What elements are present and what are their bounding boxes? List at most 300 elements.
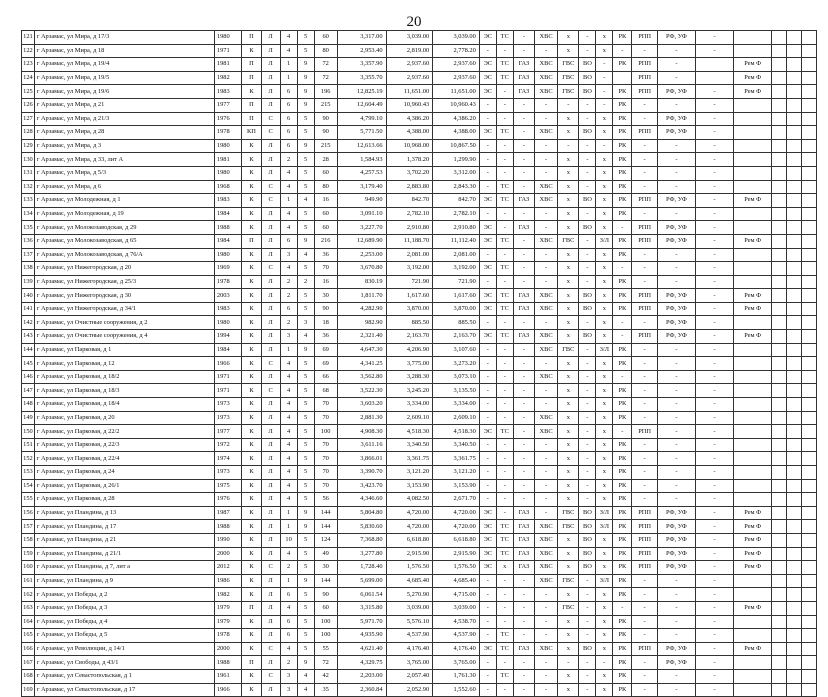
table-cell: С bbox=[261, 262, 280, 276]
table-cell: 2,081.00 bbox=[433, 248, 480, 262]
table-cell: х bbox=[596, 561, 613, 575]
table-cell: - bbox=[496, 683, 513, 697]
table-cell: х bbox=[558, 683, 579, 697]
table-cell: РПП bbox=[632, 31, 657, 45]
table-cell: РК bbox=[613, 153, 632, 167]
table-cell: 2,881.30 bbox=[337, 411, 386, 425]
table-cell: Л bbox=[261, 71, 280, 85]
table-cell bbox=[734, 493, 772, 507]
table-cell: 3,121.20 bbox=[386, 466, 433, 480]
table-cell: - bbox=[496, 139, 513, 153]
table-cell: ГАЗ bbox=[513, 58, 534, 72]
table-cell: 11,651.00 bbox=[433, 85, 480, 99]
table-cell: 1984 bbox=[214, 207, 242, 221]
table-cell: - bbox=[513, 262, 534, 276]
table-cell: - bbox=[496, 316, 513, 330]
table-cell: 4 bbox=[280, 44, 297, 58]
table-cell: - bbox=[632, 629, 657, 643]
table-cell: г Арзамас, ул Молокозаводская, д 76/А bbox=[34, 248, 214, 262]
table-cell: Л bbox=[261, 166, 280, 180]
table-cell bbox=[787, 180, 802, 194]
table-cell: - bbox=[534, 669, 557, 683]
table-cell: 144 bbox=[314, 506, 337, 520]
table-cell: - bbox=[579, 683, 596, 697]
table-cell: З/Л bbox=[596, 234, 613, 248]
table-row bbox=[22, 275, 817, 289]
table-cell: 2,883.80 bbox=[386, 180, 433, 194]
table-cell: г Арзамас, ул Пландина, д 13 bbox=[34, 506, 214, 520]
table-row bbox=[22, 601, 817, 615]
table-cell: 6 bbox=[280, 234, 297, 248]
table-cell bbox=[772, 588, 787, 602]
table-cell: 5 bbox=[297, 479, 314, 493]
table-cell: 4 bbox=[297, 330, 314, 344]
table-cell: х bbox=[596, 126, 613, 140]
table-cell: 28 bbox=[314, 153, 337, 167]
table-cell: 4 bbox=[297, 683, 314, 697]
table-cell: - bbox=[579, 207, 596, 221]
table-cell: 1971 bbox=[214, 384, 242, 398]
table-cell: 72 bbox=[314, 71, 337, 85]
table-cell: ГАЗ bbox=[513, 302, 534, 316]
table-cell: 721.90 bbox=[386, 275, 433, 289]
table-cell: х bbox=[596, 153, 613, 167]
table-row bbox=[22, 411, 817, 425]
table-cell bbox=[787, 588, 802, 602]
table-row bbox=[22, 153, 817, 167]
table-cell: 2 bbox=[280, 561, 297, 575]
table-cell: 2 bbox=[280, 153, 297, 167]
table-cell: - bbox=[657, 248, 695, 262]
table-cell: - bbox=[496, 452, 513, 466]
table-cell: Рем Ф bbox=[734, 601, 772, 615]
table-cell bbox=[787, 234, 802, 248]
table-cell: 2,360.84 bbox=[337, 683, 386, 697]
table-cell: 1961 bbox=[214, 669, 242, 683]
table-cell: К bbox=[242, 289, 261, 303]
table-cell: - bbox=[579, 180, 596, 194]
table-cell: РФ, УФ bbox=[657, 194, 695, 208]
table-cell: - bbox=[613, 44, 632, 58]
table-cell: РК bbox=[613, 588, 632, 602]
table-cell: - bbox=[696, 629, 734, 643]
table-cell bbox=[772, 506, 787, 520]
table-cell: 3,135.50 bbox=[433, 384, 480, 398]
table-cell: - bbox=[632, 683, 657, 697]
table-cell bbox=[772, 520, 787, 534]
table-cell bbox=[787, 31, 802, 45]
table-row bbox=[22, 248, 817, 262]
table-cell: - bbox=[696, 438, 734, 452]
table-cell: 4,176.40 bbox=[386, 642, 433, 656]
table-cell: 166 bbox=[22, 642, 35, 656]
table-cell: 70 bbox=[314, 452, 337, 466]
table-cell: - bbox=[496, 438, 513, 452]
table-cell: 4 bbox=[280, 601, 297, 615]
table-cell: 2,778.20 bbox=[433, 44, 480, 58]
table-cell: х bbox=[558, 153, 579, 167]
table-cell: С bbox=[261, 180, 280, 194]
table-cell: - bbox=[534, 683, 557, 697]
table-cell: 4 bbox=[280, 221, 297, 235]
table-cell: К bbox=[242, 506, 261, 520]
table-cell: г Арзамас, ул Победы, д 2 bbox=[34, 588, 214, 602]
table-cell: РК bbox=[613, 533, 632, 547]
table-cell: 123 bbox=[22, 58, 35, 72]
table-cell: 4 bbox=[280, 31, 297, 45]
table-cell: - bbox=[513, 343, 534, 357]
table-cell: - bbox=[513, 98, 534, 112]
table-row bbox=[22, 357, 817, 371]
table-cell: ВО bbox=[579, 506, 596, 520]
table-cell: ЭС bbox=[479, 221, 496, 235]
table-cell: - bbox=[579, 574, 596, 588]
table-cell: х bbox=[596, 357, 613, 371]
table-cell bbox=[801, 669, 816, 683]
table-cell: - bbox=[513, 588, 534, 602]
table-cell: - bbox=[513, 31, 534, 45]
table-cell: ГАЗ bbox=[513, 547, 534, 561]
table-cell: г Арзамас, ул Мира, д 19/5 bbox=[34, 71, 214, 85]
table-cell bbox=[734, 370, 772, 384]
table-cell: - bbox=[632, 166, 657, 180]
table-cell: - bbox=[579, 669, 596, 683]
table-cell: РК bbox=[613, 112, 632, 126]
table-cell: 162 bbox=[22, 588, 35, 602]
table-cell bbox=[734, 669, 772, 683]
table-cell: РК bbox=[613, 207, 632, 221]
table-cell: г Арзамас, ул Парковая, д 1 bbox=[34, 343, 214, 357]
table-cell: 36 bbox=[314, 248, 337, 262]
table-cell: - bbox=[496, 98, 513, 112]
table-row bbox=[22, 370, 817, 384]
table-cell bbox=[801, 493, 816, 507]
table-cell: К bbox=[242, 221, 261, 235]
table-cell bbox=[787, 289, 802, 303]
table-cell: - bbox=[579, 370, 596, 384]
table-cell: 4 bbox=[280, 547, 297, 561]
table-cell: 885.50 bbox=[433, 316, 480, 330]
table-cell: РК bbox=[613, 466, 632, 480]
table-cell: ХВС bbox=[534, 425, 557, 439]
table-cell: ВО bbox=[579, 520, 596, 534]
table-cell: 3,775.00 bbox=[386, 357, 433, 371]
table-cell: ЭС bbox=[479, 520, 496, 534]
table-cell: - bbox=[657, 44, 695, 58]
table-cell: - bbox=[657, 452, 695, 466]
table-cell bbox=[801, 370, 816, 384]
table-cell: 3 bbox=[280, 248, 297, 262]
table-cell: 3,315.80 bbox=[337, 601, 386, 615]
table-cell: 5 bbox=[297, 221, 314, 235]
table-cell: х bbox=[558, 629, 579, 643]
table-cell: РК bbox=[613, 520, 632, 534]
table-cell: г Арзамас, ул Молодежная, д 19 bbox=[34, 207, 214, 221]
table-cell bbox=[801, 629, 816, 643]
table-cell: - bbox=[479, 343, 496, 357]
table-cell: 70 bbox=[314, 438, 337, 452]
table-cell: - bbox=[696, 683, 734, 697]
table-cell: ТС bbox=[496, 629, 513, 643]
table-cell: 1,761.30 bbox=[433, 669, 480, 683]
table-cell bbox=[734, 112, 772, 126]
table-cell bbox=[787, 166, 802, 180]
table-cell: 4 bbox=[280, 357, 297, 371]
table-cell: 4 bbox=[297, 194, 314, 208]
table-cell bbox=[801, 642, 816, 656]
table-cell: 2000 bbox=[214, 642, 242, 656]
table-cell bbox=[801, 561, 816, 575]
table-cell: 150 bbox=[22, 425, 35, 439]
table-cell: - bbox=[613, 221, 632, 235]
table-cell bbox=[787, 194, 802, 208]
table-cell: - bbox=[496, 221, 513, 235]
table-cell: 4,647.30 bbox=[337, 343, 386, 357]
table-cell: г Арзамас, ул Парковая, д 18/2 bbox=[34, 370, 214, 384]
table-cell: 3,866.01 bbox=[337, 452, 386, 466]
table-cell: - bbox=[513, 466, 534, 480]
table-cell: - bbox=[632, 615, 657, 629]
table-cell: х bbox=[596, 207, 613, 221]
table-cell: 155 bbox=[22, 493, 35, 507]
table-cell: 3,334.00 bbox=[433, 398, 480, 412]
table-cell bbox=[772, 384, 787, 398]
table-cell: Л bbox=[261, 479, 280, 493]
table-cell bbox=[801, 166, 816, 180]
table-cell: 3 bbox=[280, 330, 297, 344]
table-cell: 1976 bbox=[214, 493, 242, 507]
table-cell: х bbox=[558, 302, 579, 316]
table-cell: 1980 bbox=[214, 316, 242, 330]
table-cell: - bbox=[513, 370, 534, 384]
table-cell: 4,621.40 bbox=[337, 642, 386, 656]
table-cell bbox=[801, 262, 816, 276]
table-cell bbox=[787, 411, 802, 425]
table-cell: - bbox=[496, 85, 513, 99]
table-cell: 721.90 bbox=[433, 275, 480, 289]
table-cell: - bbox=[696, 275, 734, 289]
table-cell: РПП bbox=[632, 561, 657, 575]
table-cell bbox=[734, 384, 772, 398]
table-row bbox=[22, 289, 817, 303]
table-cell: Л bbox=[261, 629, 280, 643]
table-cell bbox=[734, 126, 772, 140]
table-cell bbox=[801, 289, 816, 303]
table-cell: Л bbox=[261, 58, 280, 72]
table-row bbox=[22, 588, 817, 602]
table-cell bbox=[772, 221, 787, 235]
table-cell: - bbox=[632, 44, 657, 58]
table-cell: - bbox=[696, 194, 734, 208]
table-cell: К bbox=[242, 44, 261, 58]
table-cell: 4,537.90 bbox=[433, 629, 480, 643]
table-cell bbox=[772, 330, 787, 344]
table-cell: К bbox=[242, 588, 261, 602]
table-cell: 842.70 bbox=[386, 194, 433, 208]
table-cell: 2,057.40 bbox=[386, 669, 433, 683]
table-cell: 4,082.50 bbox=[386, 493, 433, 507]
table-cell: П bbox=[242, 58, 261, 72]
table-cell: х bbox=[558, 493, 579, 507]
table-cell: 10,968.00 bbox=[386, 139, 433, 153]
table-cell: ЭС bbox=[479, 126, 496, 140]
table-cell: - bbox=[513, 139, 534, 153]
table-cell: 3,277.80 bbox=[337, 547, 386, 561]
table-cell: 3,355.70 bbox=[337, 71, 386, 85]
table-cell bbox=[801, 31, 816, 45]
table-cell: ТС bbox=[496, 126, 513, 140]
table-cell: х bbox=[558, 398, 579, 412]
table-cell: ТС bbox=[496, 234, 513, 248]
table-cell: 4,720.00 bbox=[386, 520, 433, 534]
table-cell bbox=[801, 506, 816, 520]
table-cell: Л bbox=[261, 289, 280, 303]
table-cell: - bbox=[579, 275, 596, 289]
table-cell bbox=[772, 452, 787, 466]
table-cell: 9 bbox=[297, 234, 314, 248]
table-row bbox=[22, 166, 817, 180]
table-cell: 3,153.90 bbox=[386, 479, 433, 493]
table-cell: 1988 bbox=[214, 656, 242, 670]
table-cell: - bbox=[696, 574, 734, 588]
table-cell: 1981 bbox=[214, 58, 242, 72]
table-cell: ТС bbox=[496, 289, 513, 303]
table-cell: 1,584.93 bbox=[337, 153, 386, 167]
table-cell: 1977 bbox=[214, 98, 242, 112]
table-cell bbox=[772, 126, 787, 140]
table-cell: 2,052.90 bbox=[386, 683, 433, 697]
table-cell: 3,870.00 bbox=[433, 302, 480, 316]
table-cell: - bbox=[496, 398, 513, 412]
table-cell bbox=[801, 547, 816, 561]
table-cell bbox=[772, 112, 787, 126]
table-row bbox=[22, 31, 817, 45]
table-cell: 164 bbox=[22, 615, 35, 629]
table-cell bbox=[772, 398, 787, 412]
table-cell: - bbox=[632, 669, 657, 683]
table-cell bbox=[772, 98, 787, 112]
table-cell: 16 bbox=[314, 194, 337, 208]
table-cell: ТС bbox=[496, 31, 513, 45]
table-cell: - bbox=[696, 343, 734, 357]
table-cell: - bbox=[632, 493, 657, 507]
table-cell: РК bbox=[613, 289, 632, 303]
table-cell: 1,576.50 bbox=[386, 561, 433, 575]
table-cell: 80 bbox=[314, 180, 337, 194]
table-cell: З/Л bbox=[596, 506, 613, 520]
table-cell: РК bbox=[613, 166, 632, 180]
table-cell: - bbox=[496, 357, 513, 371]
table-cell: ТС bbox=[496, 330, 513, 344]
table-cell bbox=[787, 466, 802, 480]
table-cell: - bbox=[479, 629, 496, 643]
table-cell: х bbox=[558, 615, 579, 629]
table-cell: 5 bbox=[297, 466, 314, 480]
table-cell: 127 bbox=[22, 112, 35, 126]
table-cell: - bbox=[479, 370, 496, 384]
table-cell: - bbox=[496, 343, 513, 357]
table-cell: - bbox=[596, 98, 613, 112]
table-cell: Л bbox=[261, 316, 280, 330]
table-cell: Л bbox=[261, 452, 280, 466]
table-cell: К bbox=[242, 438, 261, 452]
table-cell: 3,870.00 bbox=[386, 302, 433, 316]
table-cell: - bbox=[696, 180, 734, 194]
table-cell: - bbox=[496, 153, 513, 167]
table-cell: 12,825.19 bbox=[337, 85, 386, 99]
table-cell: х bbox=[558, 561, 579, 575]
table-cell bbox=[801, 58, 816, 72]
table-cell: ХВС bbox=[534, 411, 557, 425]
table-cell: 4,329.75 bbox=[337, 656, 386, 670]
table-cell: - bbox=[496, 493, 513, 507]
table-cell: 144 bbox=[22, 343, 35, 357]
table-cell: х bbox=[596, 466, 613, 480]
table-cell: - bbox=[479, 411, 496, 425]
table-cell: ХВС bbox=[534, 642, 557, 656]
table-cell: - bbox=[657, 683, 695, 697]
table-cell bbox=[772, 71, 787, 85]
table-cell: - bbox=[479, 452, 496, 466]
table-cell: 2,915.90 bbox=[433, 547, 480, 561]
table-cell: - bbox=[579, 98, 596, 112]
table-cell: 1984 bbox=[214, 234, 242, 248]
table-cell: 60 bbox=[314, 31, 337, 45]
table-cell: ВО bbox=[579, 642, 596, 656]
table-cell: - bbox=[496, 207, 513, 221]
table-cell bbox=[772, 411, 787, 425]
table-cell: - bbox=[479, 574, 496, 588]
table-cell: 10,960.43 bbox=[433, 98, 480, 112]
table-cell: 3,317.00 bbox=[337, 31, 386, 45]
table-cell bbox=[787, 316, 802, 330]
table-cell: - bbox=[696, 207, 734, 221]
table-cell bbox=[787, 452, 802, 466]
table-cell: - bbox=[579, 452, 596, 466]
table-cell: - bbox=[534, 601, 557, 615]
table-cell: 1 bbox=[280, 343, 297, 357]
table-cell: Рем Ф bbox=[734, 194, 772, 208]
table-cell: 5 bbox=[297, 357, 314, 371]
table-cell bbox=[696, 71, 734, 85]
table-cell: ХВС bbox=[534, 302, 557, 316]
table-cell bbox=[787, 207, 802, 221]
table-cell: х bbox=[558, 166, 579, 180]
table-cell: 121 bbox=[22, 31, 35, 45]
table-cell: - bbox=[657, 166, 695, 180]
table-cell: 5 bbox=[297, 561, 314, 575]
table-row bbox=[22, 112, 817, 126]
table-cell: К bbox=[242, 166, 261, 180]
table-cell: - bbox=[632, 207, 657, 221]
table-cell: 1,811.70 bbox=[337, 289, 386, 303]
table-cell: - bbox=[632, 153, 657, 167]
table-cell: 2,671.70 bbox=[433, 493, 480, 507]
table-row bbox=[22, 139, 817, 153]
table-cell: ЭС bbox=[479, 85, 496, 99]
table-cell: Л bbox=[261, 601, 280, 615]
table-cell bbox=[772, 656, 787, 670]
table-cell: Л bbox=[261, 302, 280, 316]
table-cell: РК bbox=[613, 398, 632, 412]
table-cell bbox=[772, 58, 787, 72]
table-row bbox=[22, 479, 817, 493]
table-cell: х bbox=[558, 112, 579, 126]
table-cell: - bbox=[496, 479, 513, 493]
table-cell: - bbox=[513, 452, 534, 466]
table-cell: ВО bbox=[579, 330, 596, 344]
table-cell: - bbox=[632, 343, 657, 357]
